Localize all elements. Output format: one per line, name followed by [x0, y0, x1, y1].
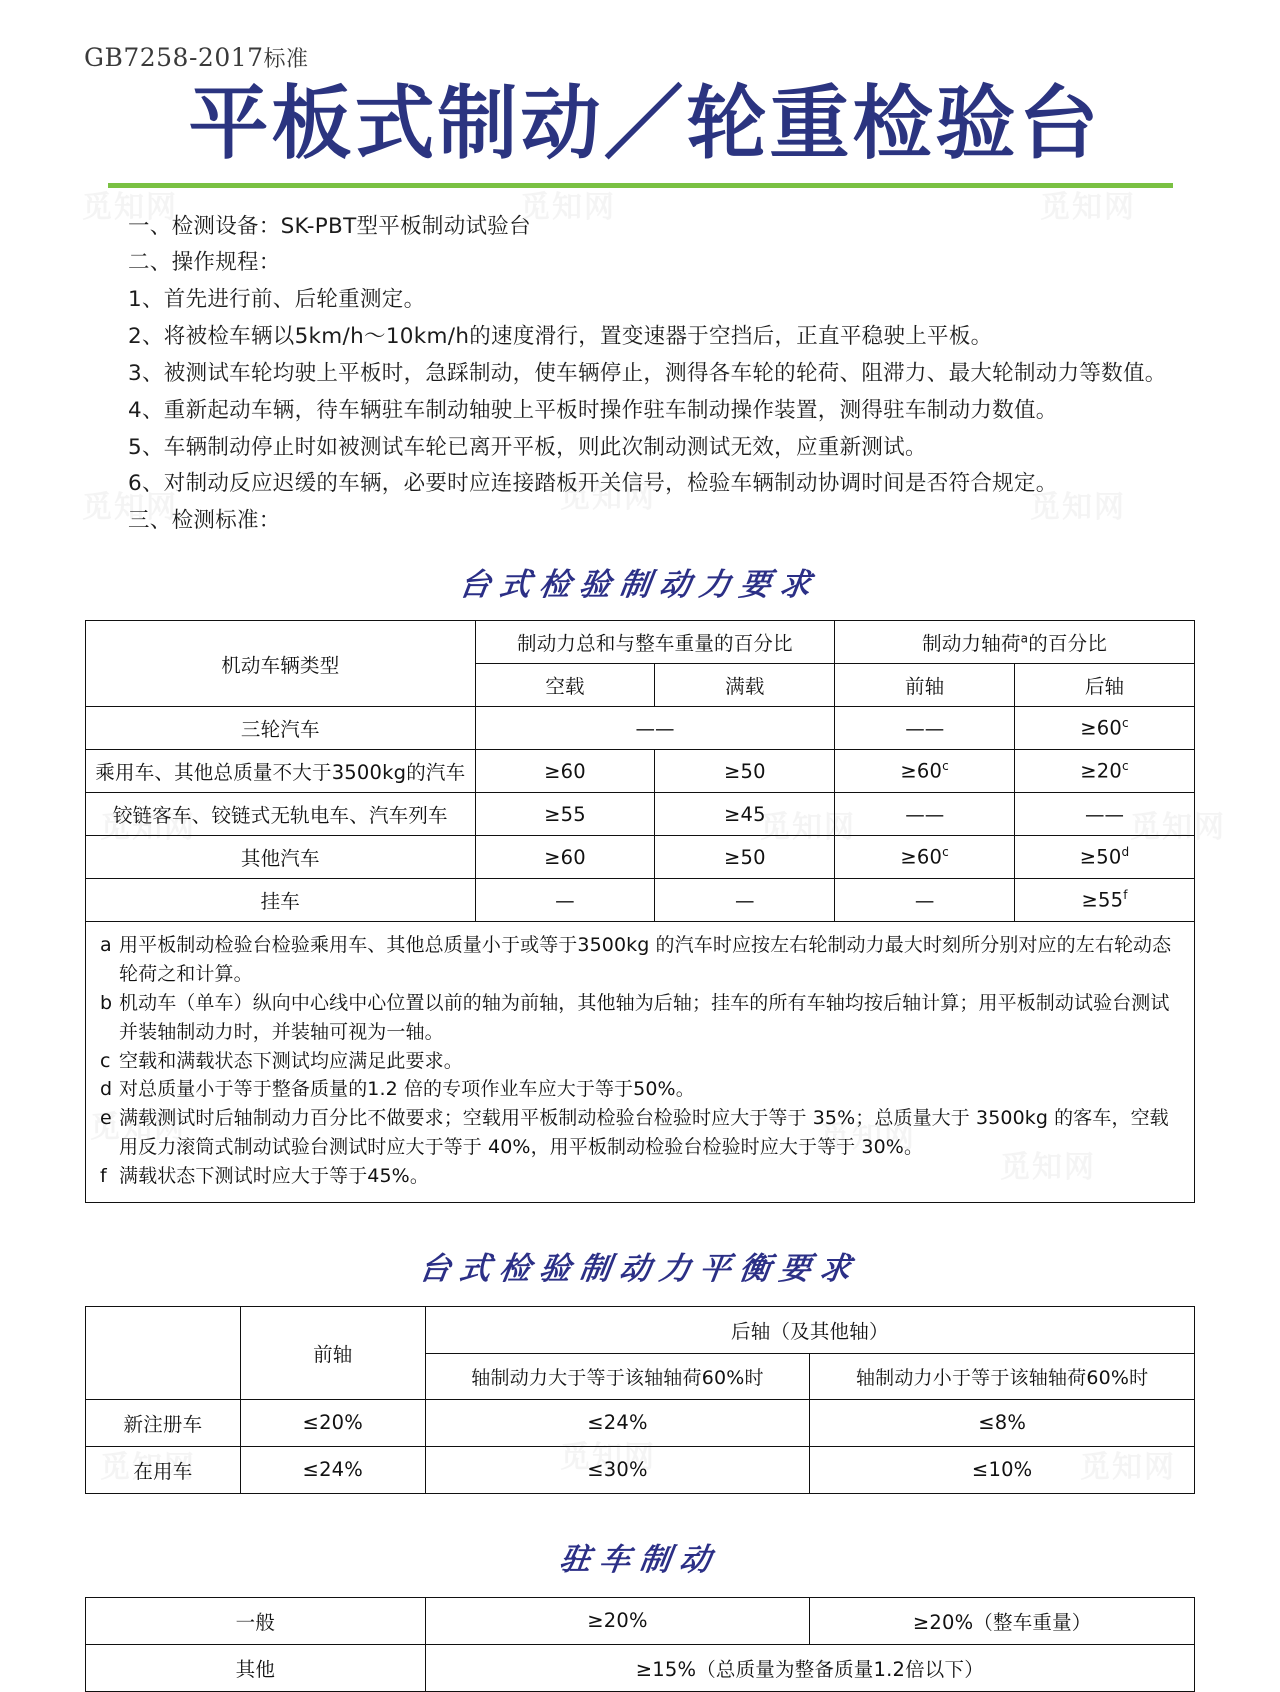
table-row: [86, 1446, 1195, 1493]
cell-rear-axle-value: ≥20: [1080, 759, 1123, 783]
cell-front-axle: ——: [835, 793, 1015, 836]
table-header-row: [86, 621, 1195, 664]
section-heading-braking-force: 台式检验制动力要求: [456, 567, 823, 604]
header-rear-axle-group: 后轴（及其他轴）: [425, 1306, 1194, 1353]
document-page: [0, 42, 1280, 1692]
footnote-key: e: [100, 1107, 112, 1130]
standard-code-number: GB7258-2017: [84, 43, 264, 72]
footnote-text: 满载测试时后轴制动力百分比不做要求；空载用平板制动检验台检验时应大于等于 35%；总质量大于 3500kg 的客车，空载用反力滚筒式制动试验台测试时应大于等于 40%，用平板制动检验台检验时应大于等于 30%。: [119, 1107, 1169, 1159]
table-notes-row: [86, 922, 1195, 1203]
footnote-text: 对总质量小于等于整备质量的1.2 倍的专项作业车应大于等于50%。: [119, 1078, 695, 1101]
header-axle-load-tail: 的百分比: [1028, 632, 1108, 656]
footnote-text: 用平板制动检验台检验乘用车、其他总质量小于或等于3500kg 的汽车时应按左右轮制动力最大时刻所分别对应的左右轮动态轮荷之和计算。: [119, 934, 1172, 985]
footnote-key: f: [100, 1165, 107, 1188]
footnote-marker: c: [942, 759, 949, 774]
cell-value-1: ≥20%: [425, 1597, 810, 1644]
cell-loaded: —: [655, 879, 835, 922]
instruction-line: 5、车辆制动停止时如被测试车轮已离开平板，则此次制动测试无效，应重新测试。: [128, 434, 927, 460]
footnote-text: 空载和满载状态下测试均应满足此要求。: [119, 1049, 463, 1072]
table-header-row: [86, 1306, 1195, 1353]
footnote-marker: f: [1123, 888, 1128, 903]
footnote-marker: c: [1122, 716, 1129, 731]
cell-lt-60: ≤8%: [810, 1399, 1195, 1446]
footnote-key: a: [100, 934, 112, 957]
corner-cell: [86, 1306, 241, 1399]
instruction-line: 3、被测试车轮均驶上平板时，急踩制动，使车辆停止，测得各车轮的轮荷、阻滞力、最大轮制动力等数值。: [128, 360, 1167, 386]
cell-ge-60: ≤30%: [425, 1446, 810, 1493]
subheader-rear-axle: 后轴: [1015, 664, 1195, 707]
header-vehicle-type: 机动车辆类型: [86, 621, 476, 707]
header-front-axle: 前轴: [240, 1306, 425, 1399]
footnote-marker: a: [1020, 631, 1029, 646]
header-total-force-percent: 制动力总和与整车重量的百分比: [475, 621, 835, 664]
cell-vehicle-type: 三轮汽车: [86, 707, 476, 750]
instruction-line: 1、首先进行前、后轮重测定。: [128, 287, 426, 313]
cell-row-label: 在用车: [86, 1446, 241, 1493]
footnote-item: [100, 1047, 1184, 1076]
cell-unloaded-loaded: ——: [475, 707, 835, 750]
cell-front-axle: —: [835, 879, 1015, 922]
footnotes-block: [86, 922, 1195, 1203]
cell-vehicle-type: 乘用车、其他总质量不大于3500kg的汽车: [86, 750, 476, 793]
footnote-text: 满载状态下测试时应大于等于45%。: [119, 1165, 429, 1188]
cell-loaded: ≥50: [655, 836, 835, 879]
cell-rear-axle-value: ≥60: [1080, 716, 1123, 740]
footnote-item: [100, 931, 1184, 989]
header-axle-load-percent: [835, 621, 1195, 664]
footnote-key: c: [100, 1049, 111, 1072]
parking-brake-table: [85, 1597, 1195, 1692]
table-row: [86, 793, 1195, 836]
table-row: [86, 1399, 1195, 1446]
cell-unloaded: ≥60: [475, 836, 655, 879]
footnote-marker: c: [1122, 759, 1129, 774]
footnote-item: [100, 1075, 1184, 1104]
instruction-line: 6、对制动反应迟缓的车辆，必要时应连接踏板开关信号，检验车辆制动协调时间是否符合规定。: [128, 471, 1058, 497]
cell-front-axle: ≤20%: [240, 1399, 425, 1446]
section-heading-balance: 台式检验制动力平衡要求: [416, 1250, 863, 1287]
cell-rear-axle: [1015, 707, 1195, 750]
title-divider: [108, 183, 1173, 188]
footnote-marker: c: [942, 845, 949, 860]
footnote-item: [100, 1104, 1184, 1162]
table-row: [86, 1644, 1195, 1691]
cell-loaded: ≥50: [655, 750, 835, 793]
cell-front-axle: [835, 836, 1015, 879]
cell-vehicle-type: 其他汽车: [86, 836, 476, 879]
footnote-key: d: [100, 1078, 113, 1101]
cell-rear-axle: [1015, 750, 1195, 793]
cell-value-2: ≥20%（整车重量）: [810, 1597, 1195, 1644]
section-heading-parking-brake: 驻车制动: [556, 1541, 723, 1578]
cell-vehicle-type: 挂车: [86, 879, 476, 922]
table-row: [86, 707, 1195, 750]
instruction-line: 三、检测标准：: [128, 508, 281, 534]
header-axle-load-main: 制动力轴荷: [922, 632, 1021, 656]
cell-row-label: 其他: [86, 1644, 426, 1691]
cell-front-axle: ≤24%: [240, 1446, 425, 1493]
cell-unloaded: ≥55: [475, 793, 655, 836]
instruction-line: 4、重新起动车辆，待车辆驻车制动轴驶上平板时操作驻车制动操作装置，测得驻车制动力数值。: [128, 397, 1058, 423]
cell-row-label: 新注册车: [86, 1399, 241, 1446]
cell-front-axle-value: ≥60: [900, 845, 943, 869]
cell-rear-axle: [1015, 879, 1195, 922]
table-row: [86, 879, 1195, 922]
cell-value-span: ≥15%（总质量为整备质量1.2倍以下）: [425, 1644, 1194, 1691]
cell-front-axle-value: ≥60: [900, 759, 943, 783]
subheader-front-axle: 前轴: [835, 664, 1015, 707]
instruction-line: 2、将被检车辆以5km/h～10km/h的速度滑行，置变速器于空挡后，正直平稳驶上平板。: [128, 324, 993, 350]
footnote-key: b: [100, 991, 113, 1014]
subheader-lt-60: 轴制动力小于等于该轴轴荷60%时: [810, 1353, 1195, 1399]
footnote-marker: d: [1121, 845, 1130, 860]
standard-code: [84, 42, 1280, 73]
cell-unloaded: —: [475, 879, 655, 922]
footnote-item: [100, 989, 1184, 1047]
table-row: [86, 750, 1195, 793]
instructions-block: [85, 210, 1195, 539]
subheader-unloaded: 空载: [475, 664, 655, 707]
cell-lt-60: ≤10%: [810, 1446, 1195, 1493]
footnote-item: [100, 1162, 1184, 1191]
cell-loaded: ≥45: [655, 793, 835, 836]
cell-ge-60: ≤24%: [425, 1399, 810, 1446]
cell-vehicle-type: 铰链客车、铰链式无轨电车、汽车列车: [86, 793, 476, 836]
table-row: [86, 1597, 1195, 1644]
braking-force-table: [85, 620, 1195, 1203]
standard-code-suffix: 标准: [263, 47, 309, 72]
braking-balance-table: [85, 1306, 1195, 1494]
cell-front-axle: ——: [835, 707, 1015, 750]
subheader-ge-60: 轴制动力大于等于该轴轴荷60%时: [425, 1353, 810, 1399]
instruction-line: 一、检测设备：SK-PBT型平板制动试验台: [128, 213, 531, 239]
cell-rear-axle-value: ≥55: [1081, 888, 1124, 912]
instruction-line: 二、操作规程：: [128, 250, 281, 276]
table-row: [86, 836, 1195, 879]
cell-front-axle: [835, 750, 1015, 793]
cell-unloaded: ≥60: [475, 750, 655, 793]
cell-rear-axle-value: ≥50: [1079, 845, 1122, 869]
subheader-loaded: 满载: [655, 664, 835, 707]
footnote-text: 机动车（单车）纵向中心线中心位置以前的轴为前轴，其他轴为后轴；挂车的所有车轴均按后轴计算；用平板制动试验台测试并装轴制动力时，并装轴可视为一轴。: [119, 991, 1170, 1043]
cell-rear-axle: ——: [1015, 793, 1195, 836]
page-title: 平板式制动／轮重检验台: [188, 77, 1102, 170]
cell-row-label: 一般: [86, 1597, 426, 1644]
cell-rear-axle: [1015, 836, 1195, 879]
